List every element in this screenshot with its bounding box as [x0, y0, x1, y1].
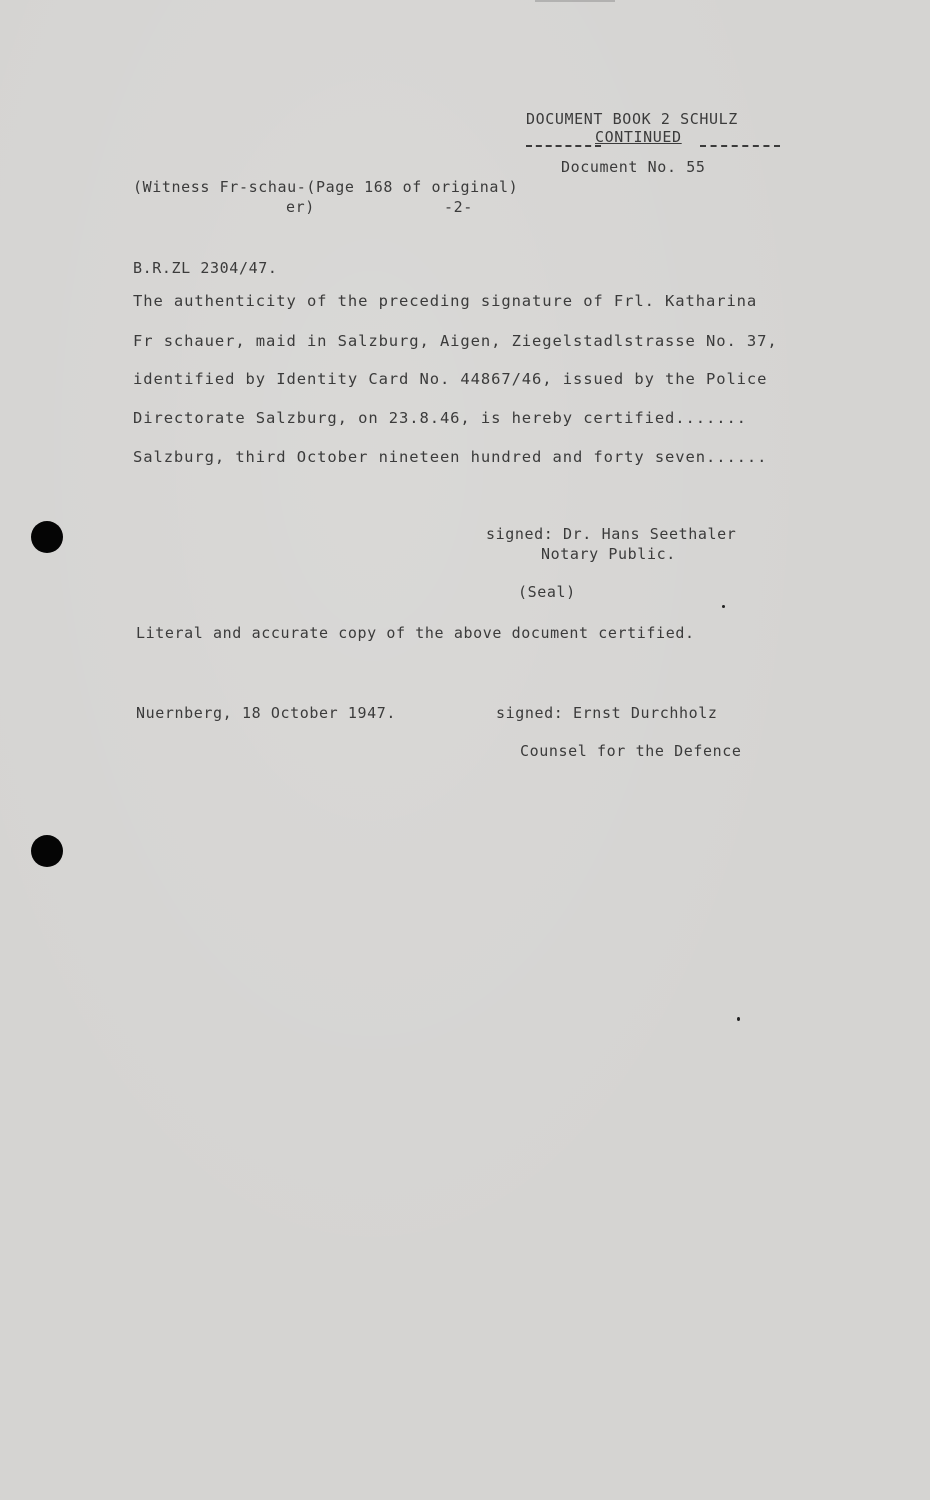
witness-reference: (Witness Fr-schau-(Page 168 of original) [133, 178, 519, 196]
punch-hole [31, 521, 63, 553]
header-rule-right [700, 145, 780, 147]
document-number: Document No. 55 [561, 158, 706, 176]
counsel-role: Counsel for the Defence [520, 742, 742, 760]
body-line: identified by Identity Card No. 44867/46, issued by the Police [133, 370, 768, 388]
body-line: Salzburg, third October nineteen hundred and forty seven...... [133, 448, 768, 466]
witness-reference-continued: er) [286, 198, 315, 216]
seal-label: (Seal) [518, 583, 576, 601]
ink-speck [737, 1017, 740, 1021]
document-book-title: DOCUMENT BOOK 2 SCHULZ [526, 110, 738, 128]
header-rule-left [526, 145, 601, 147]
certification-statement: Literal and accurate copy of the above document certified. [136, 624, 695, 642]
continued-label: CONTINUED [595, 128, 682, 146]
place-and-date: Nuernberg, 18 October 1947. [136, 704, 397, 722]
paper-edge-mark [535, 0, 615, 2]
notary-signature: signed: Dr. Hans Seethaler [486, 525, 737, 543]
body-line: The authenticity of the preceding signature of Frl. Katharina [133, 292, 758, 310]
punch-hole [31, 835, 63, 867]
page-marker: -2- [444, 198, 473, 216]
reference-number: B.R.ZL 2304/47. [133, 259, 278, 277]
counsel-signature: signed: Ernst Durchholz [496, 704, 718, 722]
notary-title: Notary Public. [541, 545, 676, 563]
body-line: Directorate Salzburg, on 23.8.46, is hereby certified....... [133, 409, 747, 427]
body-line: Fr schauer, maid in Salzburg, Aigen, Ziegelstadlstrasse No. 37, [133, 332, 778, 350]
ink-speck [722, 605, 725, 608]
